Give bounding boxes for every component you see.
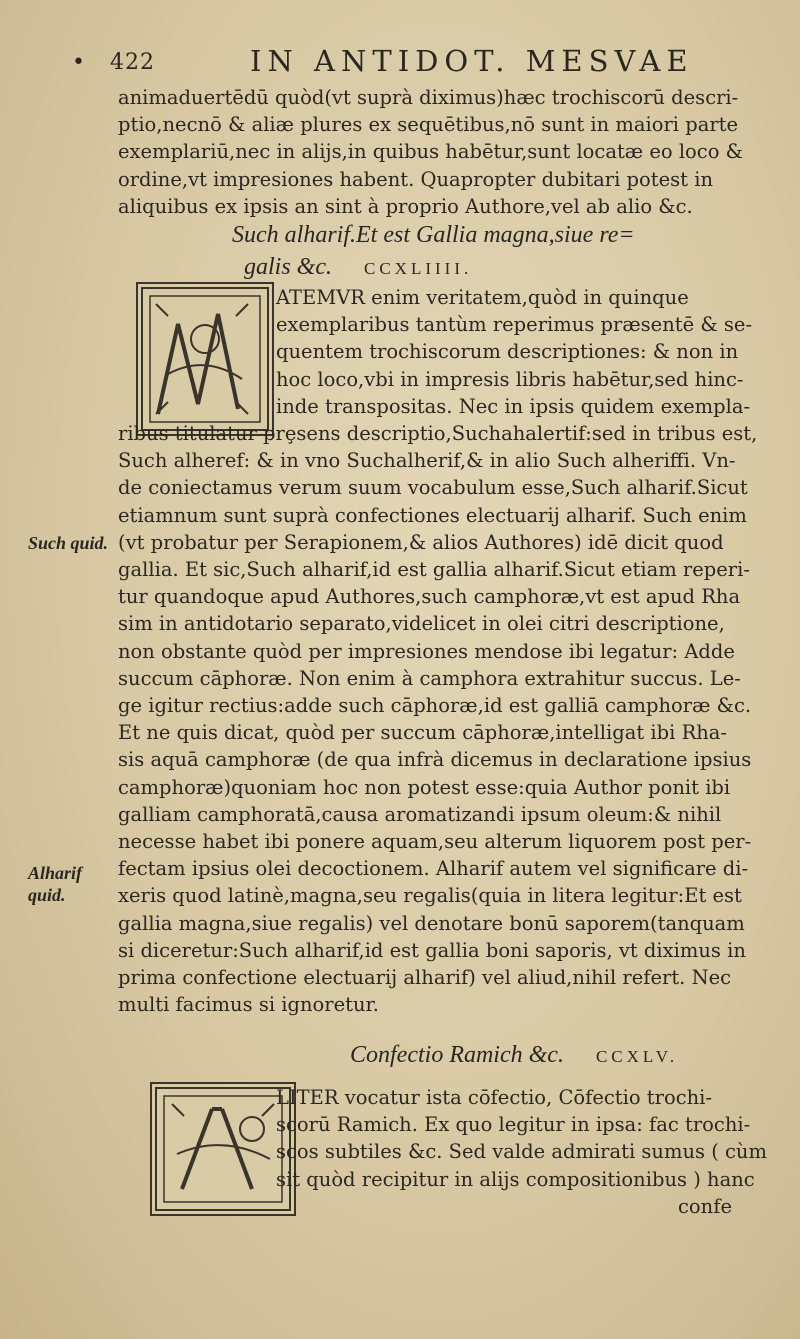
text-line: scorū Ramich. Ex quo legitur in ipsa: fac trochi- [276, 1113, 751, 1137]
section-number: CCXLV. [595, 1047, 679, 1066]
text-line: hoc loco,vbi in impresis libris habētur,sed hinc- [276, 367, 744, 391]
text-line: gallia. Et sic,Such alharif,id est gallia alharif.Sicut etiam reperi- [118, 558, 750, 582]
text-line: xeris quod latinè,magna,seu regalis(quia in litera legitur:Et est [118, 884, 742, 908]
text-line: animaduertēdū quòd(vt suprà diximus)hæc trochiscorū descri- [118, 86, 739, 109]
marginal-note-line: Alharif [28, 863, 83, 883]
catchword: confe [678, 1194, 732, 1218]
text-line: (vt probatur per Serapionem,& alios Authores) idē dicit quod [118, 530, 724, 554]
text-line: Et ne quis dicat, quòd per succum cāphoræ,intelligat ibi Rha- [118, 721, 728, 745]
text-line: aliquibus ex ipsis an sint à proprio Authore,vel ab alio &c. [118, 194, 693, 218]
marginal-note-line: quid. [28, 885, 66, 905]
section-number: CCXLIIII. [364, 259, 473, 278]
text-line: etiamnum sunt suprà confectiones electuarij alharif. Such enim [118, 503, 747, 527]
intro-paragraph [118, 84, 768, 220]
text-line: ATEMVR enim veritatem,quòd in quinque [276, 286, 689, 309]
page-header [72, 40, 770, 80]
marginal-note-alharif [28, 862, 82, 906]
running-title: IN ANTIDOT. MESVAE [250, 44, 694, 78]
section-heading-such-alharif: Such alharif.Et est Gallia magna,siue re= [232, 222, 635, 248]
section-heading-confectio-ramich [350, 1042, 678, 1069]
section1-indented-block [118, 284, 768, 420]
text-line: tur quandoque apud Authores,such camphoræ,vt est apud Rha [118, 585, 741, 609]
text-line: si diceretur:Such alharif,id est gallia boni saporis, vt diximus in [118, 938, 746, 962]
text-line: ptio,necnō & aliæ plures ex sequētibus,nō sunt in maiori parte [118, 113, 739, 137]
marginal-note-such-quid: Such quid. [28, 533, 109, 553]
section2-indented-block [118, 1084, 768, 1220]
text-line: sim in antidotario separato,videlicet in olei citri descriptione, [118, 612, 725, 636]
text-line: scos subtiles &c. Sed valde admirati sumus ( cùm [276, 1140, 767, 1164]
text-line: ordine,vt impresiones habent. Quapropter dubitari potest in [118, 167, 713, 191]
text-line: succum cāphoræ. Non enim à camphora extrahitur succus. Le- [118, 666, 741, 690]
text-line: ribus titulatur prȩsens descriptio,Suchahalertif:sed in tribus est, [118, 422, 758, 445]
ink-dot: • [72, 50, 85, 75]
heading-text: Confectio Ramich &c. [350, 1042, 564, 1068]
text-line: inde transpositas. Nec in ipsis quidem exempla- [276, 394, 751, 418]
text-line: fectam ipsius olei decoctionem. Alharif autem vel significare di- [118, 857, 749, 881]
text-line: necesse habet ibi ponere aquam,seu alterum liquorem post per- [118, 830, 752, 854]
heading-continuation-text: galis &c. [244, 254, 332, 280]
text-line: LITER vocatur ista cōfectio, Cōfectio trochi- [276, 1086, 712, 1109]
text-line: galliam camphoratā,causa aromatizandi ipsum oleum:& nihil [118, 802, 722, 826]
text-line: sis aquā camphoræ (de qua infrà dicemus in declaratione ipsius [118, 748, 752, 772]
text-line: exemplaribus tantùm reperimus præsentē & se- [276, 313, 753, 337]
text-line: de coniectamus verum suum vocabulum esse,Such alharif.Sicut [118, 476, 748, 500]
text-line: camphoræ)quoniam hoc non potest esse:quia Author ponit ibi [118, 775, 731, 799]
text-line: exemplariū,nec in alijs,in quibus habētur,sunt locatæ eo loco & [118, 140, 744, 164]
text-line: quentem trochiscorum descriptiones: & non in [276, 340, 739, 364]
text-line: non obstante quòd per impresiones mendose ibi legatur: Adde [118, 639, 735, 663]
text-line: Such alheref: & in vno Suchalherif,& in alio Such alheriffi. Vn- [118, 449, 736, 473]
text-line: gallia magna,siue regalis) vel denotare bonū saporem(tanquam [118, 911, 745, 935]
text-line: sit quòd recipitur in alijs compositionibus ) hanc [276, 1167, 755, 1191]
text-line: ge igitur rectius:adde such cāphoræ,id est galliā camphoræ &c. [118, 694, 752, 718]
text-line: multi facimus si ignoretur. [118, 993, 379, 1017]
page-number: 422 [110, 50, 155, 75]
section-heading-continuation [244, 254, 472, 281]
text-line: prima confectione electuarij alharif) vel aliud,nihil refert. Nec [118, 966, 732, 990]
section1-body [118, 420, 768, 1018]
